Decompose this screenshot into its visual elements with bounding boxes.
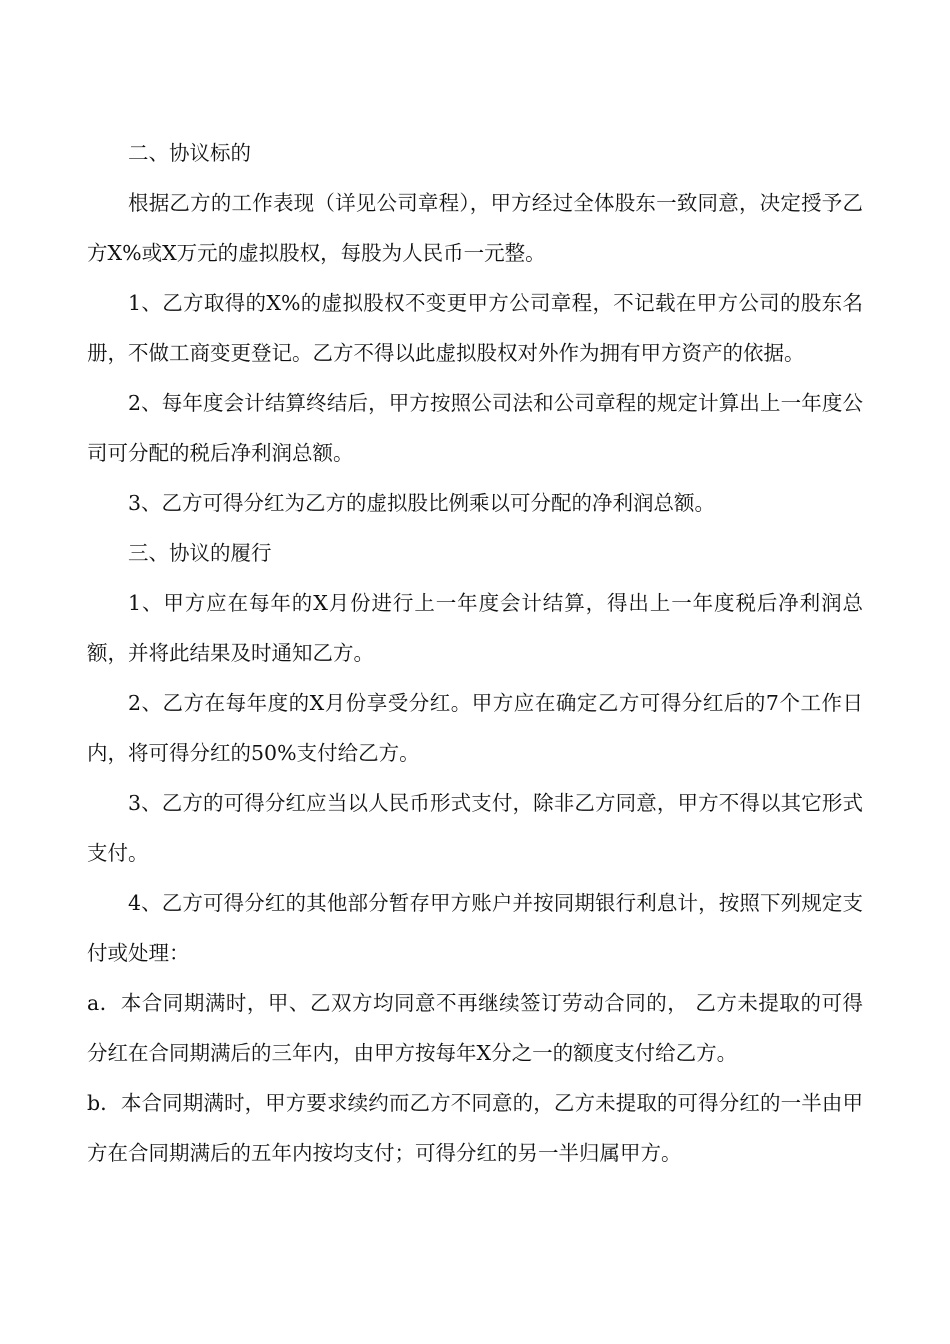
section-heading-performance: 三、协议的履行 xyxy=(128,541,272,565)
clause-1-virtual-equity: 1、乙方取得的X%的虚拟股权不变更甲方公司章程，不记载在甲方公司的股东名册，不做工商变更登记。乙方不得以此虚拟股权对外作为拥有甲方资产的依据。 xyxy=(87,291,863,365)
document-body xyxy=(87,128,863,1178)
clause-2-payment: 2、乙方在每年度的X月份享受分红。甲方应在确定乙方可得分红后的7个工作日内，将可得分红的50%支付给乙方。 xyxy=(87,691,863,765)
clause-3-currency: 3、乙方的可得分红应当以人民币形式支付，除非乙方同意，甲方不得以其它形式支付。 xyxy=(87,791,863,865)
clause-3-dividend: 3、乙方可得分红为乙方的虚拟股比例乘以可分配的净利润总额。 xyxy=(128,491,716,515)
clause-2-accounting: 2、每年度会计结算终结后，甲方按照公司法和公司章程的规定计算出上一年度公司可分配的税后净利润总额。 xyxy=(87,391,863,465)
section-heading-agreement-subject: 二、协议标的 xyxy=(128,141,251,165)
paragraph-grant: 根据乙方的工作表现（详见公司章程），甲方经过全体股东一致同意，决定授予乙方X%或X万元的虚拟股权，每股为人民币一元整。 xyxy=(87,191,863,265)
sub-clause-b: b．本合同期满时，甲方要求续约而乙方不同意的，乙方未提取的可得分红的一半由甲方在合同期满后的五年内按均支付；可得分红的另一半归属甲方。 xyxy=(87,1091,863,1165)
clause-1-settlement: 1、甲方应在每年的X月份进行上一年度会计结算，得出上一年度税后净利润总额，并将此结果及时通知乙方。 xyxy=(87,591,863,665)
clause-4-remaining: 4、乙方可得分红的其他部分暂存甲方账户并按同期银行利息计，按照下列规定支付或处理： xyxy=(87,891,863,965)
sub-clause-a: a．本合同期满时，甲、乙双方均同意不再继续签订劳动合同的， 乙方未提取的可得分红在合同期满后的三年内，由甲方按每年X分之一的额度支付给乙方。 xyxy=(87,991,863,1065)
